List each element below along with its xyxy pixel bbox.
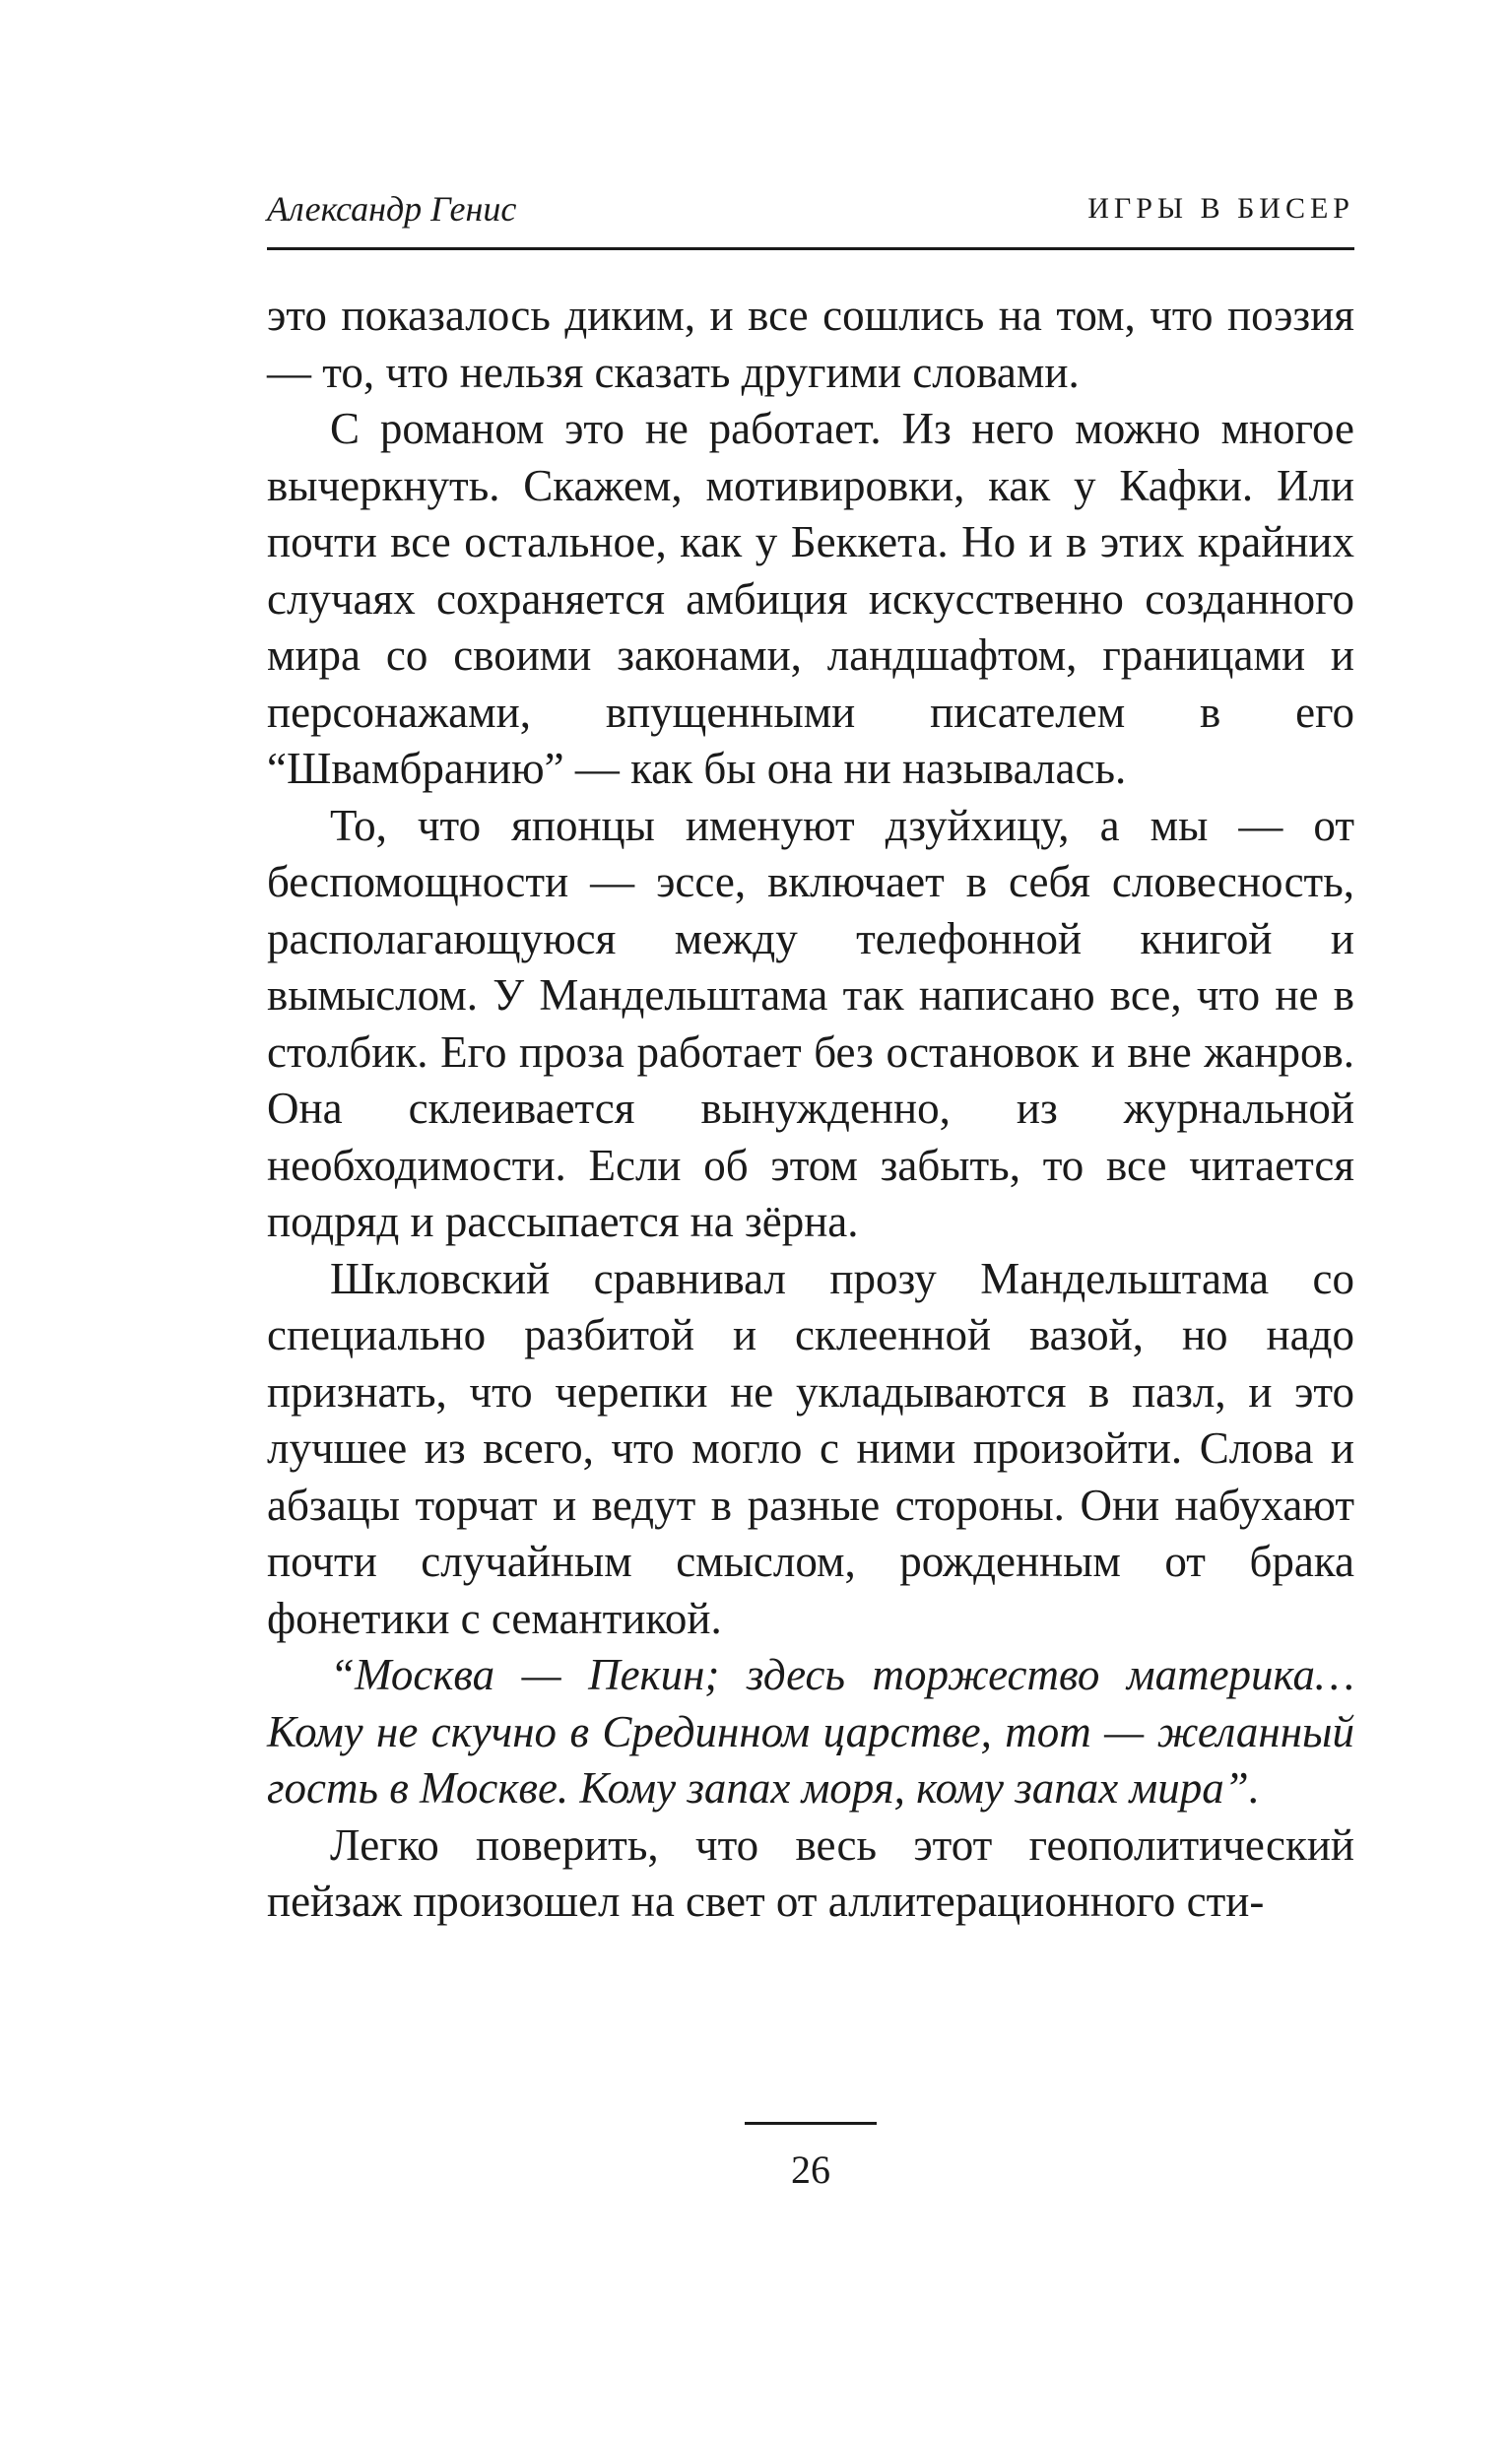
page-number: 26: [791, 2147, 830, 2192]
paragraph-novel: С романом это не работает. Из него можно многое вычеркнуть. Скажем, мотивировки, как у Кафки. Или почти все остальное, как у Беккета. Но и в этих крайних случаях сохраняется амбиция искусственно созданного мира со своими законами, ландшафтом, границами и персонажами, впущенными писателем в его “Швамбранию” — как бы она ни называлась.: [267, 404, 1354, 793]
footer-divider: [745, 2122, 877, 2125]
paragraph-shklovsky: Шкловский сравнивал прозу Мандельштама со специально разбитой и склеенной вазой, но надо признать, что черепки не укладываются в пазл, и это лучшее из всего, что могло с ними произойти. Слова и абзацы торчат и ведут в разные стороны. Они набухают почти случайным смыслом, рожденным от брака фонетики с семантикой.: [267, 1253, 1354, 1643]
quote-mandelstam: “Москва — Пекин; здесь торжество материка… Кому не скучно в Срединном царстве, тот — желанный гость в Москве. Кому запах моря, кому запах мира”.: [267, 1650, 1354, 1813]
paragraph-essay: То, что японцы именуют дзуйхицу, а мы — от беспомощности — эссе, включает в себя словесность, располагающуюся между телефонной книгой и вымыслом. У Мандельштама так написано все, что не в столбик. Его проза работает без остановок и вне жанров. Она склеивается вынужденно, из журнальной необходимости. Если об этом забыть, то все читается подряд и рассыпается на зёрна.: [267, 800, 1354, 1246]
paragraph-continued: это показалось диким, и все сошлись на том, что поэзия — то, что нельзя сказать другими словами.: [267, 291, 1354, 397]
page-body: [267, 288, 1354, 1931]
paragraph-geopolitical: Легко поверить, что весь этот геополитический пейзаж произошел на свет от аллитерационного сти-: [267, 1819, 1354, 1926]
running-header: [267, 185, 1354, 232]
running-header-author: Александр Генис: [267, 189, 517, 229]
running-header-book-title: ИГРЫ В БИСЕР: [1087, 192, 1354, 225]
header-divider: [267, 247, 1354, 250]
